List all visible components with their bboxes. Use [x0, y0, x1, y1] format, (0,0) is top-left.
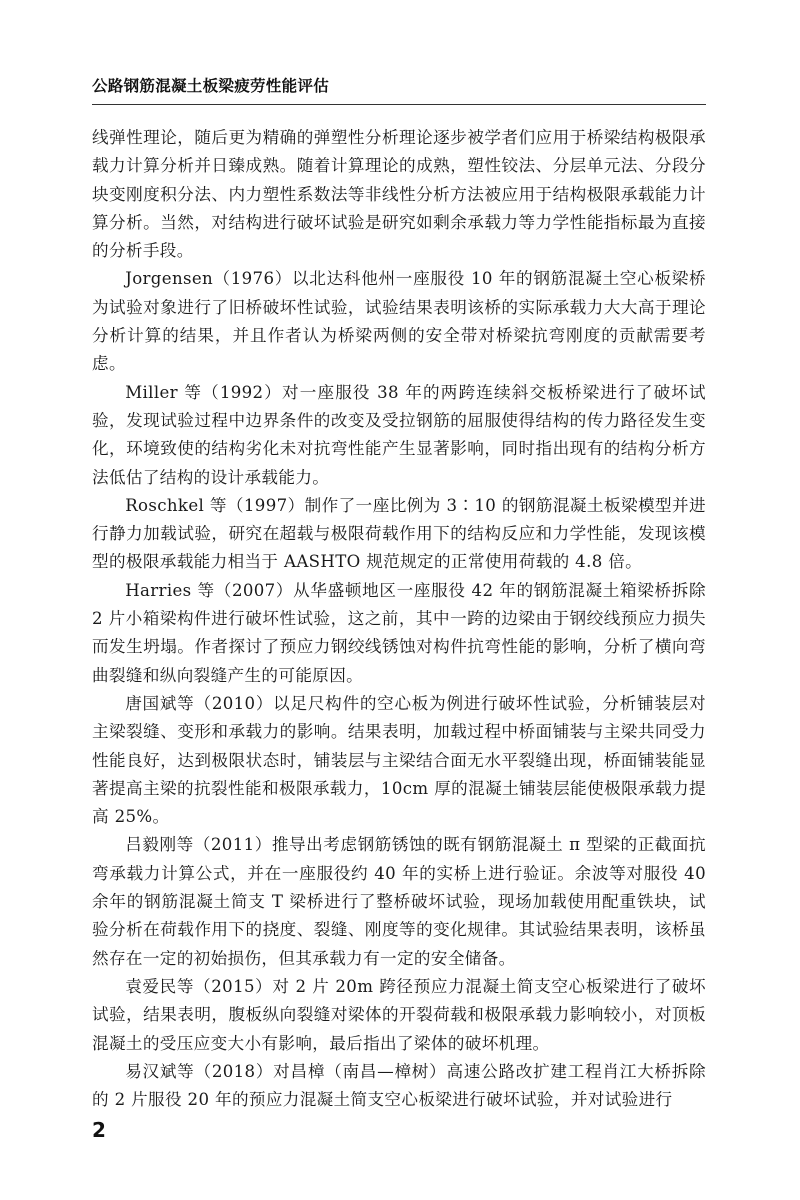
paragraph-jorgensen: Jorgensen（1976）以北达科他州一座服役 10 年的钢筋混凝土空心板梁桥为试验对象进行了旧桥破坏性试验，试验结果表明该桥的实际承载力大大高于理论分析计算的结果，并且作者认为桥梁两侧的安全带对桥梁抗弯刚度的贡献需要考虑。 [92, 269, 706, 374]
paragraph-yi: 易汉斌等（2018）对昌樟（南昌—樟树）高速公路改扩建工程肖江大桥拆除的 2 片服役 20 年的预应力混凝土简支空心板梁进行破坏试验，并对试验进行 [92, 1061, 706, 1110]
paragraph-continuation: 线弹性理论，随后更为精确的弹塑性分析理论逐步被学者们应用于桥梁结构极限承载力计算分析并日臻成熟。随着计算理论的成熟，塑性铰法、分层单元法、分段分块变刚度积分法、内力塑性系数法等非线性分析方法被应用于结构极限承载能力计算分析。当然，对结构进行破坏试验是研究如剩余承载力等力学性能指标最为直接的分析手段。 [92, 128, 706, 261]
header-rule [92, 104, 706, 105]
paragraph-tang: 唐国斌等（2010）以足尺构件的空心板为例进行破坏性试验，分析铺装层对主梁裂缝、变形和承载力的影响。结果表明，加载过程中桥面铺装与主梁共同受力性能良好，达到极限状态时，铺装层与主梁结合面无水平裂缝出现，桥面铺装能显著提高主梁的抗裂性能和极限承载力，10cm 厚的混凝土铺装层能使极限承载力提高 25%。 [92, 693, 706, 827]
paragraph-harries: Harries 等（2007）从华盛顿地区一座服役 42 年的钢筋混凝土箱梁桥拆除 2 片小箱梁构件进行破坏性试验，这之前，其中一跨的边梁由于钢绞线预应力损失而发生坍塌。作者探讨了预应力钢绞线锈蚀对构件抗弯性能的影响，分析了横向弯曲裂缝和纵向裂缝产生的可能原因。 [92, 580, 706, 685]
paragraph-miller: Miller 等（1992）对一座服役 38 年的两跨连续斜交板桥梁进行了破坏试验，发现试验过程中边界条件的改变及受拉钢筋的屈服使得结构的传力路径发生变化，环境致使的结构劣化未对抗弯性能产生显著影响，同时指出现有的结构分析方法低估了结构的设计承载能力。 [92, 382, 706, 487]
paragraph-yuan: 袁爱民等（2015）对 2 片 20m 跨径预应力混凝土简支空心板梁进行了破坏试验，结果表明，腹板纵向裂缝对梁体的开裂荷载和极限承载力影响较小，对顶板混凝土的受压应变大小有影响，最后指出了梁体的破坏机理。 [92, 976, 706, 1053]
paragraph-roschkel: Roschkel 等（1997）制作了一座比例为 3∶10 的钢筋混凝土板梁模型并进行静力加载试验，研究在超载与极限荷载作用下的结构反应和力学性能，发现该模型的极限承载能力相当于 AASHTO 规范规定的正常使用荷载的 4.8 倍。 [92, 495, 706, 572]
running-header [92, 76, 706, 105]
running-header-title: 公路钢筋混凝土板梁疲劳性能评估 [92, 77, 330, 95]
body-text [92, 124, 706, 1114]
paragraph-lv: 吕毅刚等（2011）推导出考虑钢筋锈蚀的既有钢筋混凝土 π 型梁的正截面抗弯承载力计算公式，并在一座服役约 40 年的实桥上进行验证。余波等对服役 40 余年的钢筋混凝土简支 T 梁桥进行了整桥破坏试验，现场加载使用配重铁块，试验分析在荷载作用下的挠度、裂缝、刚度等的变化规律。其试验结果表明，该桥虽然存在一定的初始损伤，但其承载力有一定的安全储备。 [92, 835, 706, 968]
page-number: 2 [92, 1118, 106, 1142]
